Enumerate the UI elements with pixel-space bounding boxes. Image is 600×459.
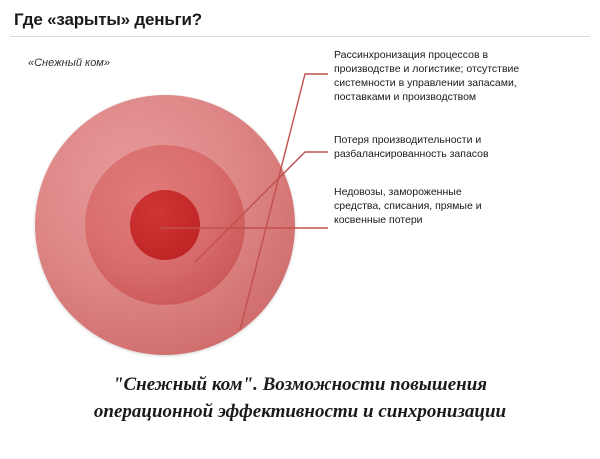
title-divider	[10, 36, 590, 37]
concentric-circles-diagram	[35, 95, 295, 355]
ring-inner	[130, 190, 200, 260]
caption-line-2: операционной эффективности и синхронизации	[93, 400, 507, 422]
slide-caption	[22, 372, 578, 426]
page-title: Где «зарыты» деньги?	[14, 10, 202, 29]
callout-middle-text: Потеря производительности и разбалансированность запасов	[334, 134, 489, 160]
snowball-label: «Снежный ком»	[28, 57, 110, 69]
caption-line-1: "Снежный ком". Возможности повышения	[112, 374, 488, 395]
callout-outer-text: Рассинхронизация процессов в производстве и логистике; отсутствие системности в управлении запасами, поставками и производством	[334, 49, 520, 103]
callout-inner-text: Недовозы, замороженные средства, списания, прямые и косвенные потери	[334, 186, 482, 226]
